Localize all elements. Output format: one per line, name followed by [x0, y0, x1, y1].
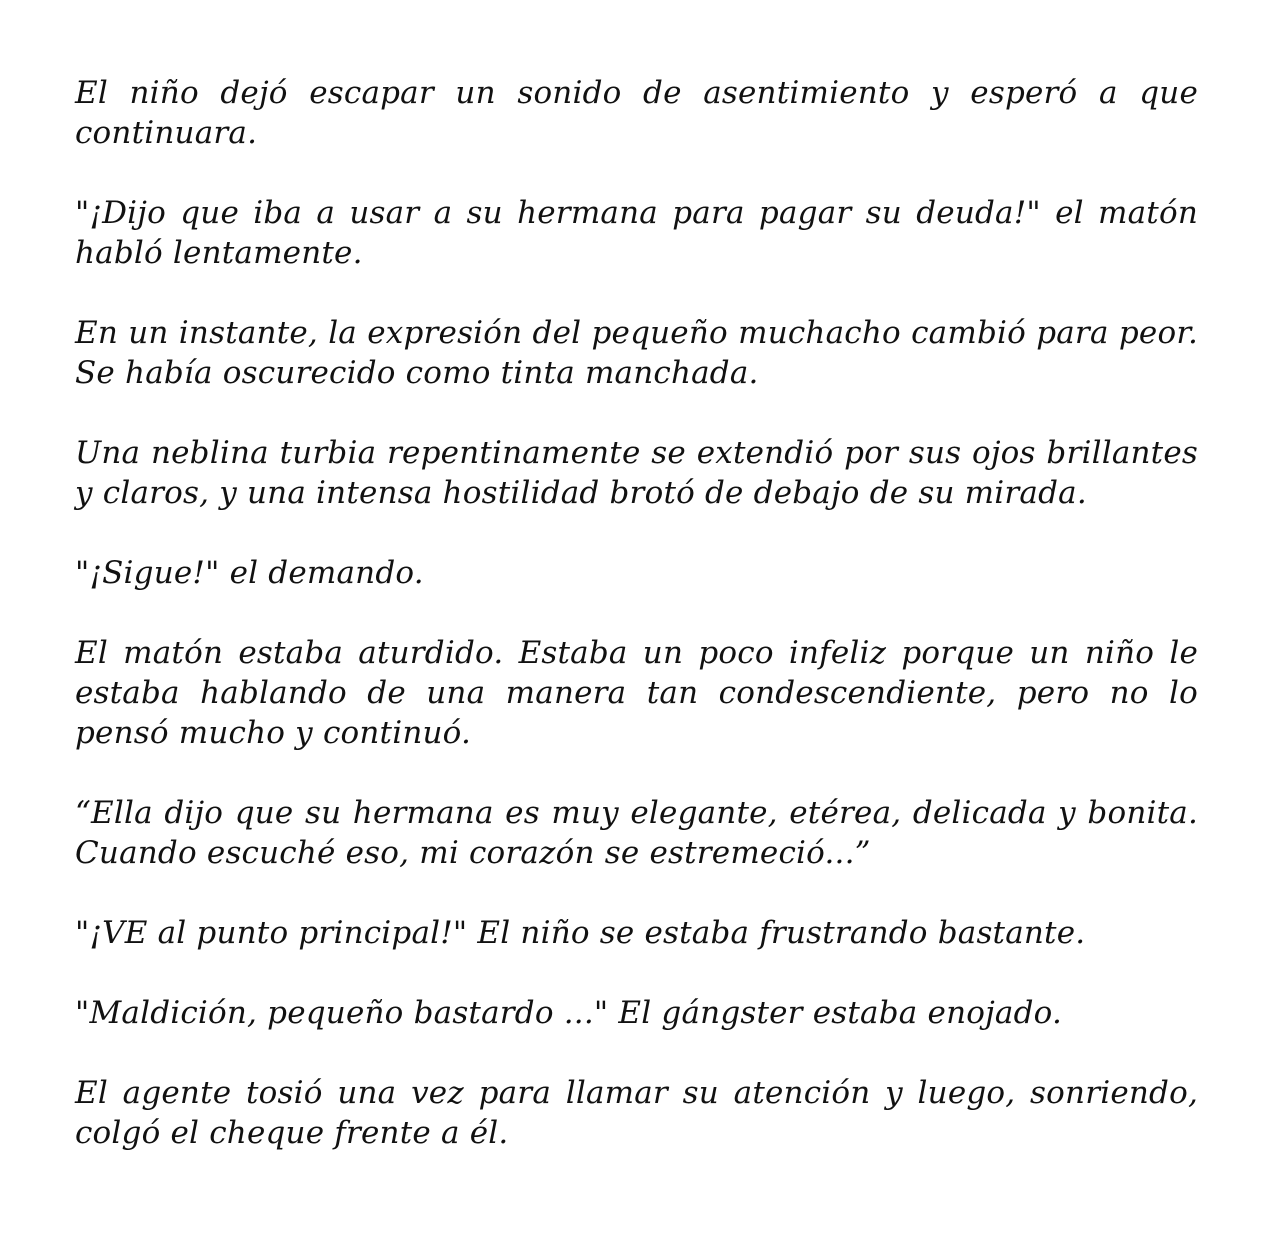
- paragraph-2: "¡Dijo que iba a usar a su hermana para pagar su deuda!" el matón habló lentamente.: [75, 195, 1198, 271]
- document-page: [75, 73, 1198, 1153]
- paragraph-8: "¡VE al punto principal!" El niño se estaba frustrando bastante.: [75, 915, 1086, 951]
- paragraph-5: "¡Sigue!" el demando.: [75, 555, 424, 591]
- paragraph-3: En un instante, la expresión del pequeño muchacho cambió para peor. Se había oscurecido como tinta manchada.: [75, 315, 1198, 391]
- paragraph-1: El niño dejó escapar un sonido de asentimiento y esperó a que continuara.: [75, 75, 1198, 151]
- paragraph-7: “Ella dijo que su hermana es muy elegante, etérea, delicada y bonita. Cuando escuché eso, mi corazón se estremeció...”: [75, 795, 1198, 871]
- paragraph-10: El agente tosió una vez para llamar su atención y luego, sonriendo, colgó el cheque frente a él.: [75, 1075, 1198, 1151]
- paragraph-4: Una neblina turbia repentinamente se extendió por sus ojos brillantes y claros, y una intensa hostilidad brotó de debajo de su mirada.: [75, 435, 1198, 511]
- paragraph-9: "Maldición, pequeño bastardo ..." El gángster estaba enojado.: [75, 995, 1063, 1031]
- paragraph-6: El matón estaba aturdido. Estaba un poco infeliz porque un niño le estaba hablando de una manera tan condescendiente, pero no lo pensó mucho y continuó.: [75, 635, 1198, 751]
